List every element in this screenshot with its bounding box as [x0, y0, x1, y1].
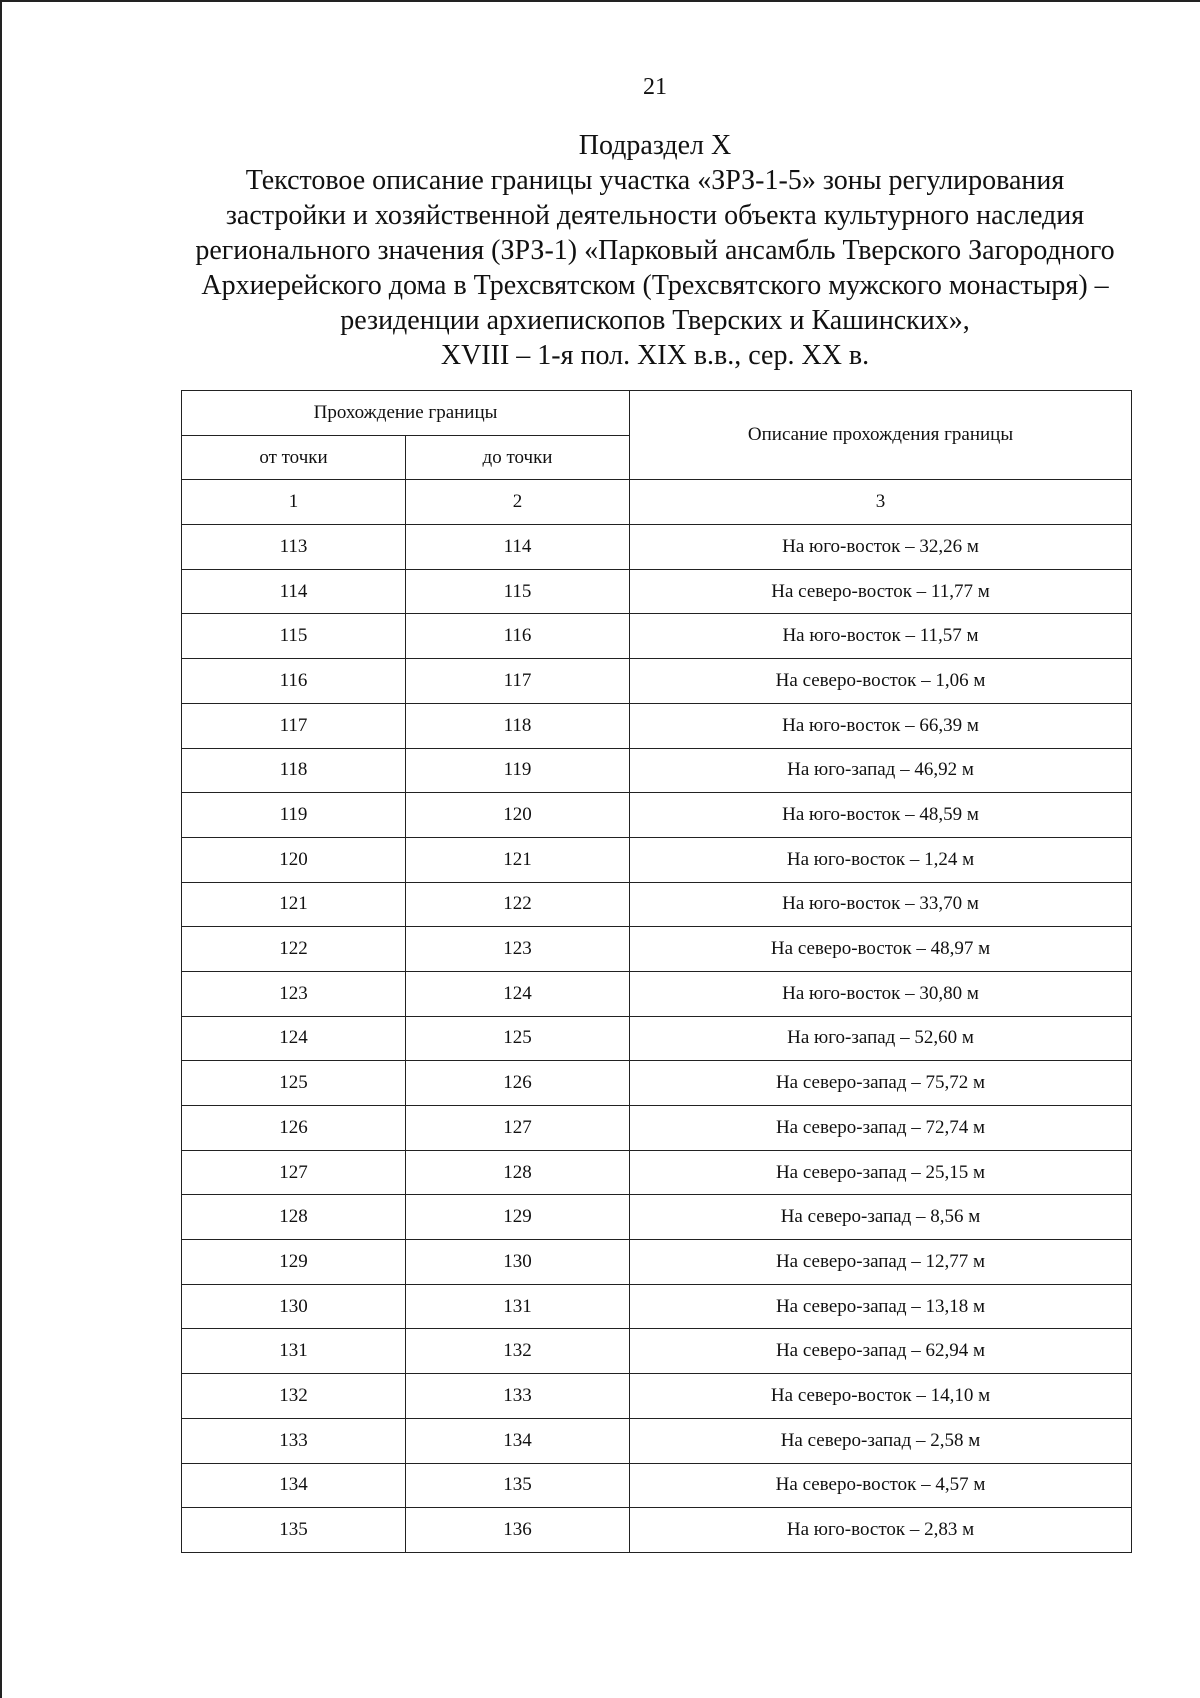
cell-desc: На северо-восток – 48,97 м [630, 927, 1132, 972]
heading-line-5: резиденции архиепископов Тверских и Кашинских», [340, 305, 970, 336]
cell-desc: На северо-восток – 14,10 м [630, 1374, 1132, 1419]
cell-to: 136 [406, 1508, 630, 1553]
table-row [182, 1016, 1132, 1061]
cell-to: 132 [406, 1329, 630, 1374]
cell-desc: На юго-восток – 33,70 м [630, 882, 1132, 927]
cell-desc: На юго-восток – 30,80 м [630, 971, 1132, 1016]
table-row [182, 614, 1132, 659]
cell-desc: На юго-восток – 66,39 м [630, 703, 1132, 748]
cell-desc: На юго-восток – 2,83 м [630, 1508, 1132, 1553]
header-from-point: от точки [182, 435, 406, 480]
table-row [182, 1061, 1132, 1106]
cell-from: 122 [182, 927, 406, 972]
cell-desc: На юго-восток – 48,59 м [630, 793, 1132, 838]
cell-to: 118 [406, 703, 630, 748]
page-border-top [0, 0, 1200, 2]
cell-desc: На северо-запад – 75,72 м [630, 1061, 1132, 1106]
table-row [182, 1329, 1132, 1374]
table-row [182, 703, 1132, 748]
table-row [182, 837, 1132, 882]
cell-from: 132 [182, 1374, 406, 1419]
section-heading [150, 128, 1160, 373]
cell-from: 121 [182, 882, 406, 927]
cell-from: 134 [182, 1463, 406, 1508]
heading-line-2: застройки и хозяйственной деятельности объекта культурного наследия [225, 200, 1085, 231]
cell-to: 134 [406, 1418, 630, 1463]
cell-to: 119 [406, 748, 630, 793]
table-column-numbers-row [182, 480, 1132, 525]
cell-to: 135 [406, 1463, 630, 1508]
cell-desc: На северо-запад – 8,56 м [630, 1195, 1132, 1240]
table-row [182, 1508, 1132, 1553]
heading-line-3: регионального значения (ЗРЗ-1) «Парковый ансамбль Тверского Загородного [195, 235, 1115, 266]
cell-to: 120 [406, 793, 630, 838]
cell-from: 131 [182, 1329, 406, 1374]
cell-from: 119 [182, 793, 406, 838]
cell-to: 130 [406, 1240, 630, 1285]
cell-from: 126 [182, 1106, 406, 1151]
cell-from: 135 [182, 1508, 406, 1553]
cell-to: 114 [406, 525, 630, 570]
cell-from: 117 [182, 703, 406, 748]
column-number-2: 2 [406, 480, 630, 525]
cell-desc: На северо-восток – 1,06 м [630, 659, 1132, 704]
cell-desc: На северо-запад – 13,18 м [630, 1284, 1132, 1329]
cell-from: 120 [182, 837, 406, 882]
cell-desc: На юго-запад – 46,92 м [630, 748, 1132, 793]
cell-to: 123 [406, 927, 630, 972]
table-header-row [182, 391, 1132, 436]
cell-desc: На юго-восток – 1,24 м [630, 837, 1132, 882]
table-row [182, 1374, 1132, 1419]
cell-from: 118 [182, 748, 406, 793]
table-body [182, 525, 1132, 1553]
table-row [182, 793, 1132, 838]
cell-to: 125 [406, 1016, 630, 1061]
cell-to: 129 [406, 1195, 630, 1240]
cell-desc: На северо-запад – 72,74 м [630, 1106, 1132, 1151]
cell-desc: На юго-запад – 52,60 м [630, 1016, 1132, 1061]
cell-desc: На северо-запад – 2,58 м [630, 1418, 1132, 1463]
table-row [182, 748, 1132, 793]
cell-from: 125 [182, 1061, 406, 1106]
cell-desc: На юго-восток – 32,26 м [630, 525, 1132, 570]
cell-from: 114 [182, 569, 406, 614]
cell-from: 130 [182, 1284, 406, 1329]
cell-from: 116 [182, 659, 406, 704]
header-description: Описание прохождения границы [630, 391, 1132, 480]
cell-to: 116 [406, 614, 630, 659]
cell-to: 128 [406, 1150, 630, 1195]
table-row [182, 659, 1132, 704]
table-row [182, 1106, 1132, 1151]
cell-desc: На северо-запад – 12,77 м [630, 1240, 1132, 1285]
cell-to: 133 [406, 1374, 630, 1419]
cell-to: 124 [406, 971, 630, 1016]
cell-from: 123 [182, 971, 406, 1016]
boundary-table [181, 390, 1132, 1553]
column-number-1: 1 [182, 480, 406, 525]
page-number: 21 [643, 74, 667, 100]
page-border-left [0, 0, 2, 1698]
cell-to: 122 [406, 882, 630, 927]
table-row [182, 927, 1132, 972]
cell-to: 126 [406, 1061, 630, 1106]
table-row [182, 1195, 1132, 1240]
cell-from: 127 [182, 1150, 406, 1195]
table-row [182, 1418, 1132, 1463]
cell-to: 131 [406, 1284, 630, 1329]
table-row [182, 1240, 1132, 1285]
header-to-point: до точки [406, 435, 630, 480]
cell-desc: На северо-восток – 4,57 м [630, 1463, 1132, 1508]
heading-line-6: XVIII – 1-я пол. XIX в.в., сер. XX в. [440, 340, 870, 371]
table-row [182, 525, 1132, 570]
column-number-3: 3 [630, 480, 1132, 525]
cell-from: 129 [182, 1240, 406, 1285]
cell-desc: На северо-запад – 62,94 м [630, 1329, 1132, 1374]
table-row [182, 971, 1132, 1016]
cell-from: 128 [182, 1195, 406, 1240]
cell-to: 121 [406, 837, 630, 882]
heading-line-4: Архиерейского дома в Трехсвятском (Трехсвятского мужского монастыря) – [201, 270, 1109, 301]
cell-desc: На северо-восток – 11,77 м [630, 569, 1132, 614]
cell-from: 133 [182, 1418, 406, 1463]
cell-from: 124 [182, 1016, 406, 1061]
cell-from: 113 [182, 525, 406, 570]
cell-from: 115 [182, 614, 406, 659]
cell-desc: На северо-запад – 25,15 м [630, 1150, 1132, 1195]
heading-line-1: Текстовое описание границы участка «ЗРЗ-1-5» зоны регулирования [245, 165, 1065, 196]
cell-to: 127 [406, 1106, 630, 1151]
table-row [182, 882, 1132, 927]
table-row [182, 1150, 1132, 1195]
table-row [182, 569, 1132, 614]
subsection-title: Подраздел X [578, 130, 732, 161]
cell-to: 115 [406, 569, 630, 614]
table-row [182, 1463, 1132, 1508]
cell-desc: На юго-восток – 11,57 м [630, 614, 1132, 659]
cell-to: 117 [406, 659, 630, 704]
header-boundary-passage: Прохождение границы [182, 391, 630, 436]
table-row [182, 1284, 1132, 1329]
